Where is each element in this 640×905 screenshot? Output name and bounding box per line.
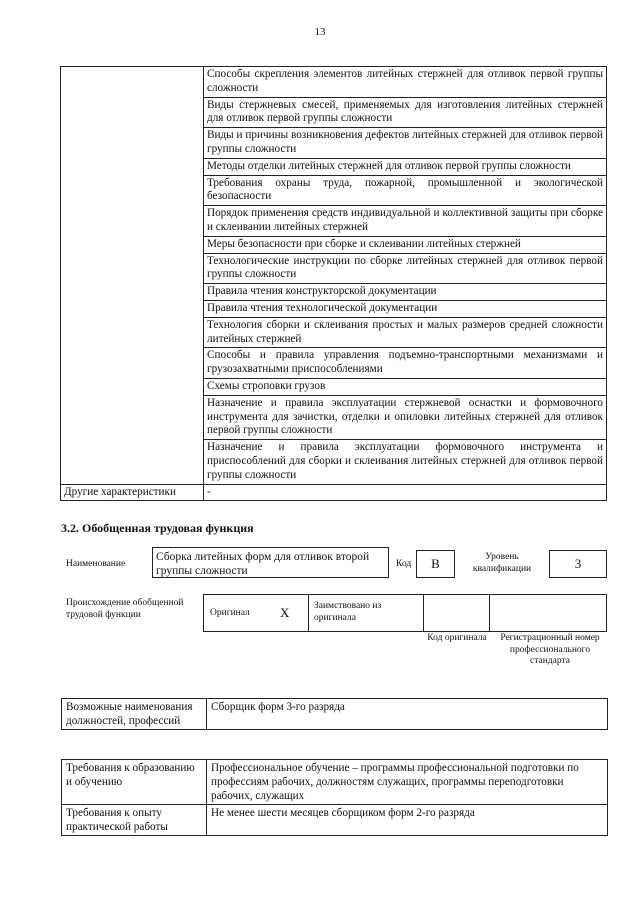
requirements-table (61, 759, 608, 836)
knowledge-item: Порядок применения средств индивидуальной и коллективной защиты при сборке и склеивании литейных стержней (204, 206, 607, 237)
knowledge-item: Виды и причины возникновения дефектов литейных стержней для отливок первой группы сложности (204, 128, 607, 159)
origin-divider (423, 594, 424, 632)
experience-label: Требования к опыту практической работы (62, 805, 207, 836)
other-characteristics-value: - (204, 484, 607, 501)
origin-code-label: Код оригинала (427, 633, 487, 643)
reg-number-label: Регистрационный номер профессионального стандарта (500, 633, 600, 666)
origin-label: Происхождение обобщенной трудовой функции (66, 598, 184, 620)
knowledge-item: Методы отделки литейных стержней для отливок первой группы сложности (204, 158, 607, 175)
origin-divider (489, 594, 490, 632)
table-row (62, 760, 608, 805)
knowledge-item: Способы и правила управления подъемно-транспортными механизмами и грузозахватными приспособлениями (204, 348, 607, 379)
section-title: 3.2. Обобщенная трудовая функция (61, 521, 254, 535)
borrowed-label: Заимствовано из оригинала (314, 601, 382, 623)
level-label: Уровень квалификации (472, 552, 532, 574)
table-row (62, 805, 608, 836)
knowledge-item: Технологические инструкции по сборке литейных стержней для отливок первой группы сложности (204, 253, 607, 284)
page-number: 13 (314, 26, 326, 38)
table-row (62, 699, 608, 730)
original-label: Оригинал (210, 608, 250, 618)
knowledge-item: Виды стержневых смесей, применяемых для изготовления литейных стержней для отливок первой группы сложности (204, 97, 607, 128)
education-value: Профессиональное обучение – программы профессиональной подготовки по профессиям рабочих, должностям служащих, программы переподготовки рабочих, служащих (207, 760, 608, 805)
knowledge-item: Требования охраны труда, пожарной, промышленной и экологической безопасности (204, 175, 607, 206)
level-value: 3 (549, 550, 607, 578)
knowledge-table (60, 66, 607, 501)
knowledge-label-cell (61, 67, 204, 485)
code-label: Код (396, 559, 412, 569)
knowledge-item: Правила чтения технологической документации (204, 300, 607, 317)
name-label: Наименование (66, 559, 126, 569)
origin-divider (308, 594, 309, 632)
table-row (61, 484, 607, 501)
name-value: Сборка литейных форм для отливок второй группы сложности (152, 547, 389, 578)
knowledge-item: Назначение и правила эксплуатации формовочного инструмента и приспособлений для сборки и склеивания литейных стержней для отливок первой группы сложности (204, 440, 607, 484)
knowledge-item: Назначение и правила эксплуатации стержневой оснастки и формовочного инструмента для зачистки, отделки и опиловки литейных стержней для отливок первой группы сложности (204, 395, 607, 439)
positions-label: Возможные наименования должностей, профессий (62, 699, 207, 730)
code-value: B (416, 550, 455, 578)
other-characteristics-label: Другие характеристики (61, 484, 204, 501)
experience-value: Не менее шести месяцев сборщиком форм 2-го разряда (207, 805, 608, 836)
positions-value: Сборщик форм 3-го разряда (207, 699, 608, 730)
knowledge-item: Меры безопасности при сборке и склеивании литейных стержней (204, 236, 607, 253)
knowledge-item: Технология сборки и склеивания простых и малых размеров средней сложности литейных стержней (204, 317, 607, 348)
education-label: Требования к образованию и обучению (62, 760, 207, 805)
table-row (61, 67, 607, 98)
positions-table (61, 698, 608, 730)
original-mark: X (280, 605, 290, 620)
knowledge-item: Схемы строповки грузов (204, 378, 607, 395)
knowledge-item: Способы скрепления элементов литейных стержней для отливок первой группы сложности (204, 67, 607, 98)
knowledge-item: Правила чтения конструкторской документации (204, 284, 607, 301)
